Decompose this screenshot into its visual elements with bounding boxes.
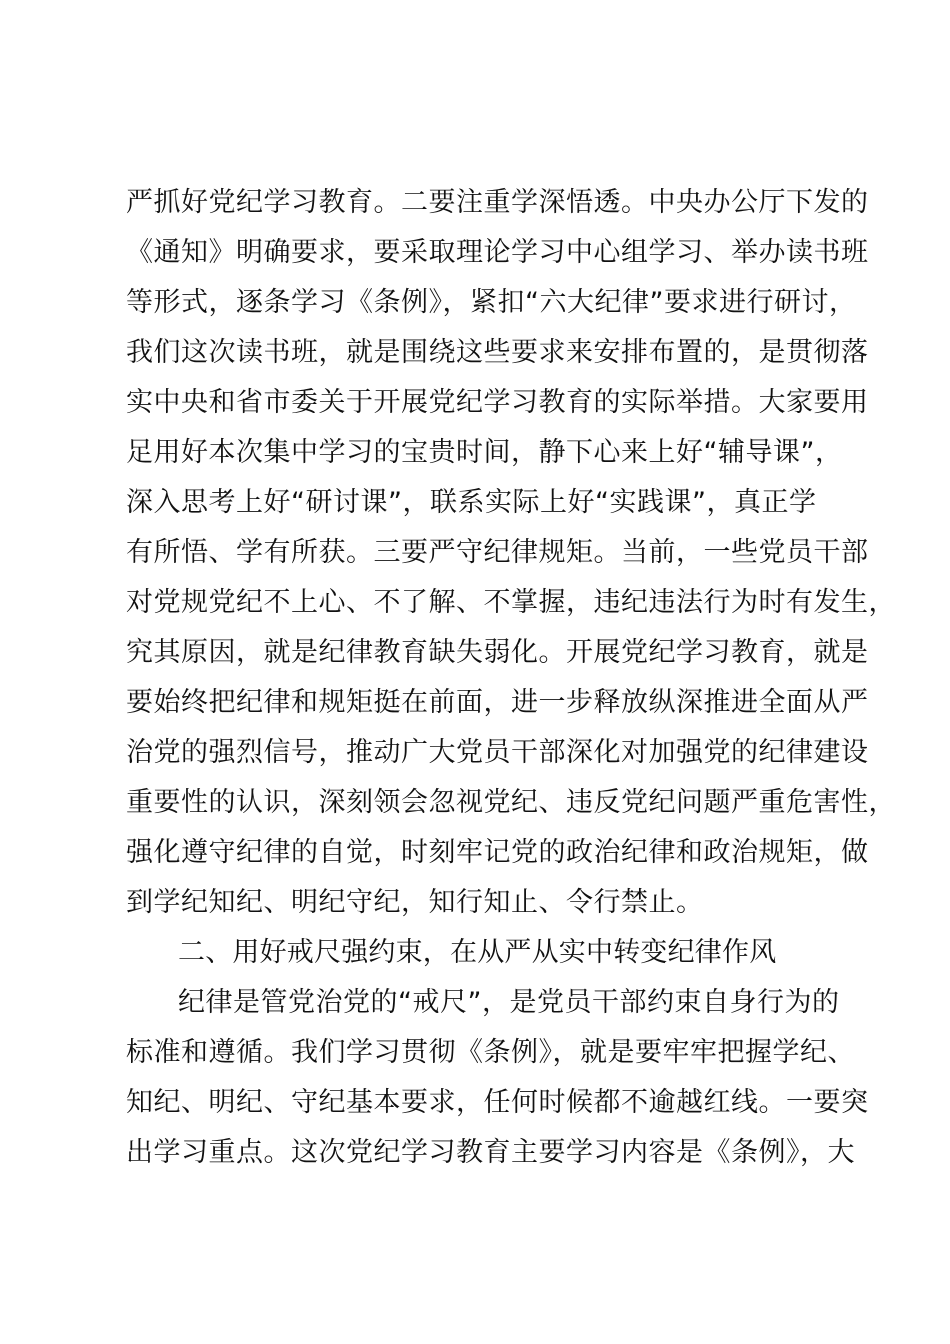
body-text-line: 有所悟、学有所获。三要严守纪律规矩。当前，一些党员干部 [126,537,869,568]
body-text-line: 等形式，逐条学习《条例》，紧扣“六大纪律”要求进行研讨， [126,287,857,318]
body-text-line: 强化遵守纪律的自觉，时刻牢记党的政治纪律和政治规矩，做 [126,837,869,868]
body-text-line: 标准和遵循。我们学习贯彻《条例》，就是要牢牢把握学纪、 [126,1037,855,1068]
body-text-line: 重要性的认识，深刻领会忽视党纪、违反党纪问题严重危害性， [126,787,896,818]
body-text-line: 实中央和省市委关于开展党纪学习教育的实际举措。大家要用 [126,387,869,418]
body-text-line: 对党规党纪不上心、不了解、不掌握，违纪违法行为时有发生， [126,587,896,618]
body-text-line: 究其原因，就是纪律教育缺失弱化。开展党纪学习教育，就是 [126,637,869,668]
body-text-line: 《通知》明确要求，要采取理论学习中心组学习、举办读书班 [126,237,869,268]
body-text-line: 严抓好党纪学习教育。二要注重学深悟透。中央办公厅下发的 [126,187,869,218]
body-text-line: 深入思考上好“研讨课”，联系实际上好“实践课”，真正学 [126,487,817,518]
body-text-line: 我们这次读书班，就是围绕这些要求来安排布置的，是贯彻落 [126,337,869,368]
body-text-line: 出学习重点。这次党纪学习教育主要学习内容是《条例》，大 [126,1137,855,1168]
body-text-line: 知纪、明纪、守纪基本要求，任何时候都不逾越红线。一要突 [126,1087,869,1118]
section-heading: 二、用好戒尺强约束，在从严从实中转变纪律作风 [178,937,777,968]
body-text-line: 治党的强烈信号，推动广大党员干部深化对加强党的纪律建设 [126,737,869,768]
body-text-line: 足用好本次集中学习的宝贵时间，静下心来上好“辅导课”， [126,437,843,468]
paragraph-first-line: 纪律是管党治党的“戒尺”，是党员干部约束自身行为的 [178,987,840,1018]
body-text-line: 要始终把纪律和规矩挺在前面，进一步释放纵深推进全面从严 [126,687,869,718]
body-text-line: 到学纪知纪、明纪守纪，知行知止、令行禁止。 [126,887,704,918]
